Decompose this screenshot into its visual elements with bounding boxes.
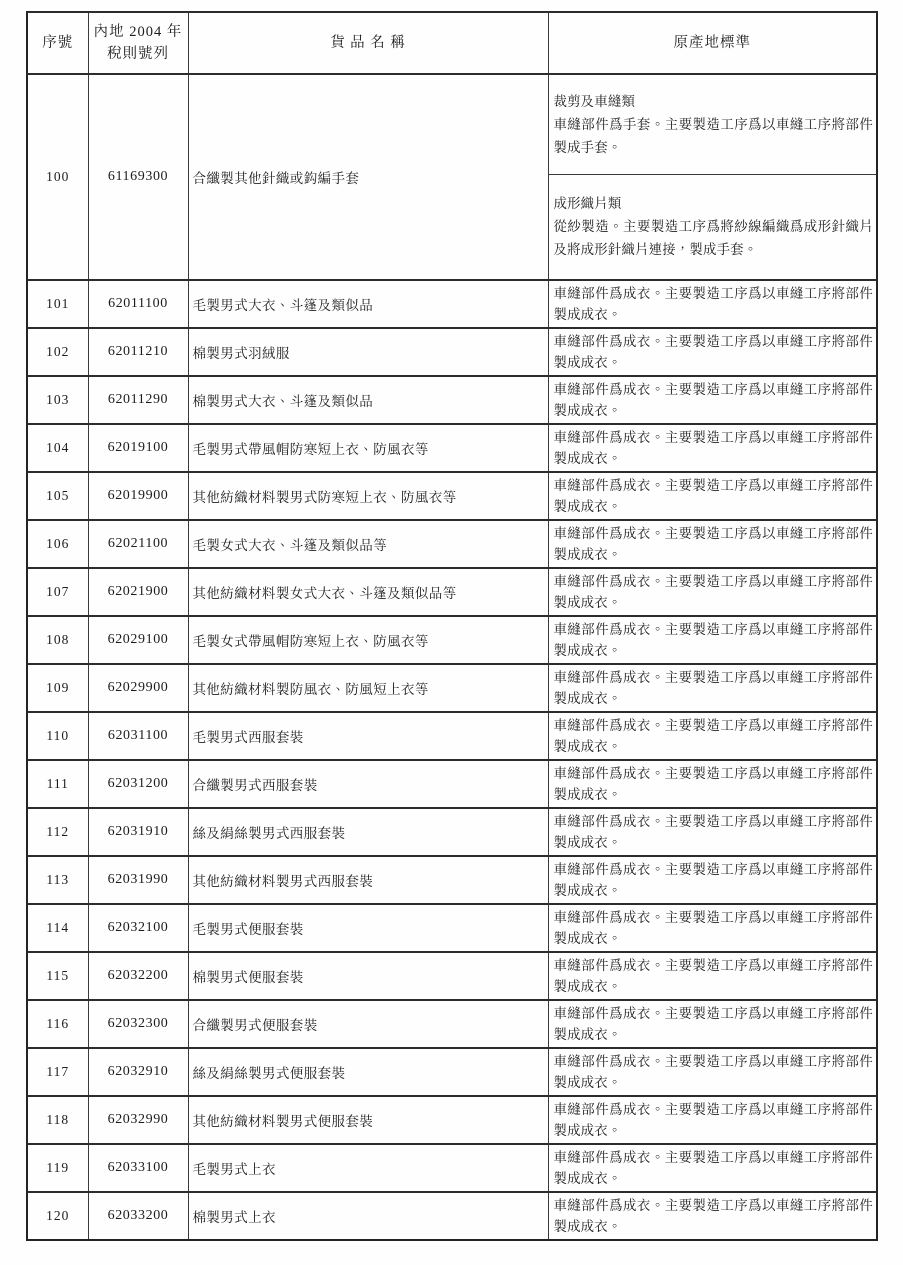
origin-cell: 車縫部件爲成衣。主要製造工序爲以車縫工序將部件製成成衣。 [548,424,877,472]
product-cell: 其他紡織材料製防風衣、防風短上衣等 [188,664,548,712]
table-row [27,1048,877,1096]
serial-cell: 110 [27,712,88,760]
product-cell: 棉製男式上衣 [188,1192,548,1240]
origin-section-title: 裁剪及車縫類 [553,94,636,109]
origin-section-knit-to-shape [549,175,877,279]
origin-cell: 車縫部件爲成衣。主要製造工序爲以車縫工序將部件製成成衣。 [548,712,877,760]
table-row [27,568,877,616]
table-row [27,1144,877,1192]
serial-cell: 117 [27,1048,88,1096]
serial-cell: 105 [27,472,88,520]
table-row [27,376,877,424]
origin-cell: 車縫部件爲成衣。主要製造工序爲以車縫工序將部件製成成衣。 [548,328,877,376]
product-cell: 其他紡織材料製男式西服套裝 [188,856,548,904]
header-tariff-code-line1: 內地 2004 年 [93,24,183,40]
product-cell: 絲及絹絲製男式西服套裝 [188,808,548,856]
serial-cell: 104 [27,424,88,472]
product-cell: 其他紡織材料製男式便服套裝 [188,1096,548,1144]
tariff-cell: 62032200 [88,952,188,1000]
table-row [27,664,877,712]
tariff-cell: 61169300 [88,74,188,280]
product-cell: 棉製男式大衣、斗篷及類似品 [188,376,548,424]
tariff-cell: 62029900 [88,664,188,712]
table-row [27,1096,877,1144]
origin-section-cut-and-sewn [549,75,877,175]
product-cell: 毛製女式大衣、斗篷及類似品等 [188,520,548,568]
serial-cell: 112 [27,808,88,856]
origin-cell: 車縫部件爲成衣。主要製造工序爲以車縫工序將部件製成成衣。 [548,904,877,952]
origin-cell: 車縫部件爲成衣。主要製造工序爲以車縫工序將部件製成成衣。 [548,1096,877,1144]
origin-cell: 車縫部件爲成衣。主要製造工序爲以車縫工序將部件製成成衣。 [548,664,877,712]
header-origin-criteria: 原產地標準 [548,12,877,74]
origin-cell: 車縫部件爲成衣。主要製造工序爲以車縫工序將部件製成成衣。 [548,1000,877,1048]
origin-section-title: 成形織片類 [553,196,622,211]
origin-cell: 車縫部件爲成衣。主要製造工序爲以車縫工序將部件製成成衣。 [548,376,877,424]
table-row [27,904,877,952]
serial-cell: 114 [27,904,88,952]
tariff-cell: 62011210 [88,328,188,376]
product-cell: 合纖製其他針織或鈎編手套 [188,74,548,280]
tariff-cell: 62031200 [88,760,188,808]
tariff-cell: 62032100 [88,904,188,952]
table-row [27,616,877,664]
tariff-cell: 62032990 [88,1096,188,1144]
tariff-cell: 62011100 [88,280,188,328]
header-tariff-code [88,12,188,74]
table-row [27,856,877,904]
origin-cell: 車縫部件爲成衣。主要製造工序爲以車縫工序將部件製成成衣。 [548,808,877,856]
origin-section-text: 從紗製造。主要製造工序爲將紗線編織爲成形針織片及將成形針織片連接，製成手套。 [553,219,873,257]
tariff-cell: 62033200 [88,1192,188,1240]
tariff-cell: 62031100 [88,712,188,760]
serial-cell: 111 [27,760,88,808]
table-row [27,1192,877,1240]
origin-cell: 車縫部件爲成衣。主要製造工序爲以車縫工序將部件製成成衣。 [548,280,877,328]
product-cell: 毛製男式上衣 [188,1144,548,1192]
table-row [27,1000,877,1048]
table-row [27,74,877,280]
serial-cell: 107 [27,568,88,616]
tariff-cell: 62019100 [88,424,188,472]
serial-cell: 102 [27,328,88,376]
origin-cell: 車縫部件爲成衣。主要製造工序爲以車縫工序將部件製成成衣。 [548,616,877,664]
product-cell: 其他紡織材料製女式大衣、斗篷及類似品等 [188,568,548,616]
origin-section-text: 車縫部件爲手套。主要製造工序爲以車縫工序將部件製成手套。 [553,117,873,155]
origin-cell: 車縫部件爲成衣。主要製造工序爲以車縫工序將部件製成成衣。 [548,568,877,616]
product-cell: 毛製男式便服套裝 [188,904,548,952]
product-cell: 合纖製男式西服套裝 [188,760,548,808]
tariff-cell: 62021900 [88,568,188,616]
serial-cell: 106 [27,520,88,568]
table-row [27,952,877,1000]
serial-cell: 115 [27,952,88,1000]
serial-cell: 120 [27,1192,88,1240]
product-cell: 棉製男式羽絨服 [188,328,548,376]
serial-cell: 101 [27,280,88,328]
origin-criteria-table [26,11,878,1241]
product-cell: 毛製男式西服套裝 [188,712,548,760]
origin-cell: 車縫部件爲成衣。主要製造工序爲以車縫工序將部件製成成衣。 [548,1144,877,1192]
table-row [27,328,877,376]
origin-cell: 車縫部件爲成衣。主要製造工序爲以車縫工序將部件製成成衣。 [548,1048,877,1096]
header-serial-number: 序號 [27,12,88,74]
tariff-cell: 62032910 [88,1048,188,1096]
serial-cell: 116 [27,1000,88,1048]
table-header-row [27,12,877,74]
serial-cell: 113 [27,856,88,904]
serial-cell: 100 [27,74,88,280]
tariff-cell: 62031990 [88,856,188,904]
header-tariff-code-line2: 稅則號列 [107,46,169,62]
tariff-cell: 62011290 [88,376,188,424]
origin-cell: 車縫部件爲成衣。主要製造工序爲以車縫工序將部件製成成衣。 [548,760,877,808]
table-row [27,280,877,328]
tariff-cell: 62031910 [88,808,188,856]
serial-cell: 108 [27,616,88,664]
table-row [27,520,877,568]
product-cell: 毛製女式帶風帽防寒短上衣、防風衣等 [188,616,548,664]
tariff-cell: 62033100 [88,1144,188,1192]
product-cell: 其他紡織材料製男式防寒短上衣、防風衣等 [188,472,548,520]
tariff-cell: 62019900 [88,472,188,520]
product-cell: 絲及絹絲製男式便服套裝 [188,1048,548,1096]
serial-cell: 118 [27,1096,88,1144]
origin-cell: 車縫部件爲成衣。主要製造工序爲以車縫工序將部件製成成衣。 [548,856,877,904]
origin-cell: 車縫部件爲成衣。主要製造工序爲以車縫工序將部件製成成衣。 [548,1192,877,1240]
origin-cell: 車縫部件爲成衣。主要製造工序爲以車縫工序將部件製成成衣。 [548,520,877,568]
table-row [27,424,877,472]
product-cell: 毛製男式帶風帽防寒短上衣、防風衣等 [188,424,548,472]
tariff-cell: 62032300 [88,1000,188,1048]
origin-cell [548,74,877,280]
table-row [27,760,877,808]
table-row [27,472,877,520]
origin-cell: 車縫部件爲成衣。主要製造工序爲以車縫工序將部件製成成衣。 [548,952,877,1000]
serial-cell: 109 [27,664,88,712]
product-cell: 毛製男式大衣、斗篷及類似品 [188,280,548,328]
origin-cell: 車縫部件爲成衣。主要製造工序爲以車縫工序將部件製成成衣。 [548,472,877,520]
table-row [27,712,877,760]
tariff-cell: 62021100 [88,520,188,568]
product-cell: 合纖製男式便服套裝 [188,1000,548,1048]
table-row [27,808,877,856]
tariff-cell: 62029100 [88,616,188,664]
header-product-name: 貨 品 名 稱 [188,12,548,74]
product-cell: 棉製男式便服套裝 [188,952,548,1000]
serial-cell: 103 [27,376,88,424]
serial-cell: 119 [27,1144,88,1192]
